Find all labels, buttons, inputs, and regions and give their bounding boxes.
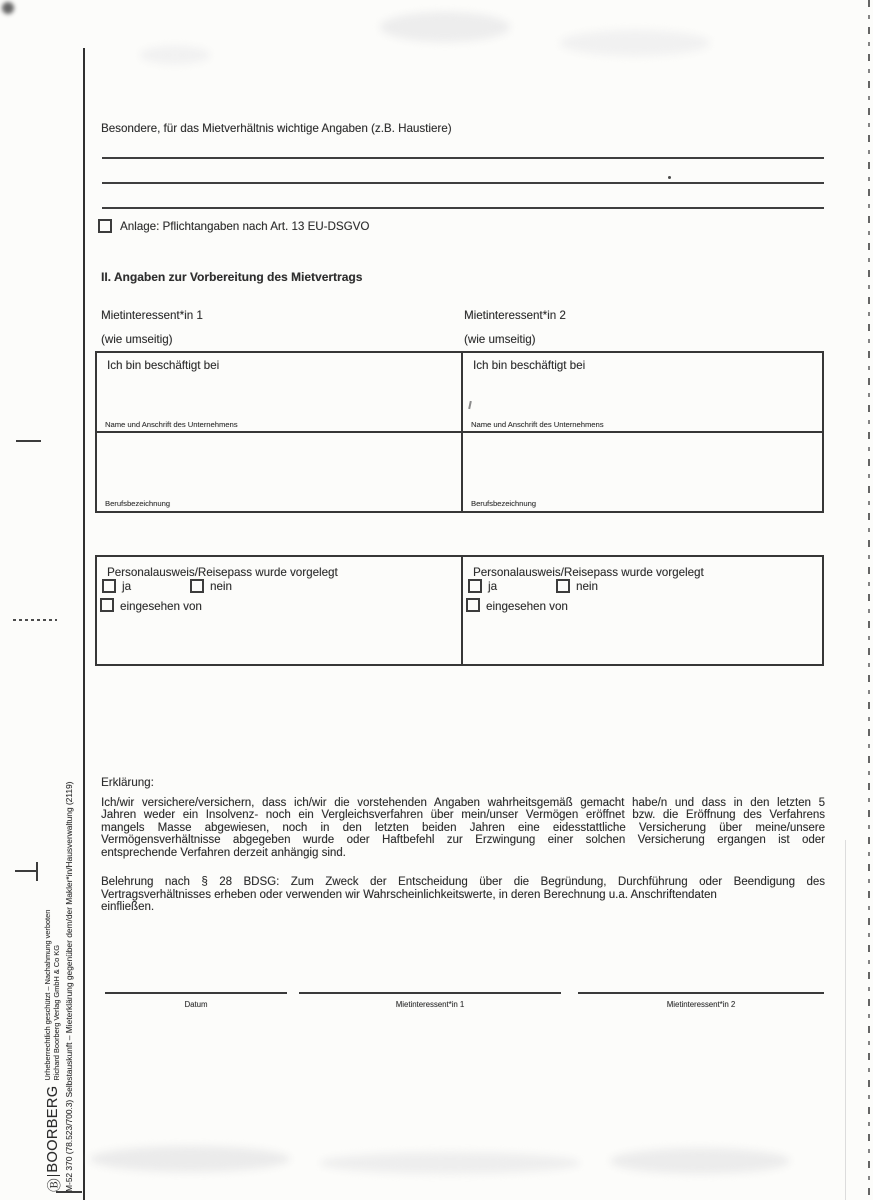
id-no-checkbox-2[interactable]	[556, 579, 570, 593]
employed-at-label-1: Ich bin beschäftigt bei	[107, 359, 220, 372]
fold-mark	[16, 440, 41, 442]
scan-noise-blob	[610, 1148, 790, 1174]
boorberg-logo-name: BOORBERG	[45, 1085, 61, 1173]
section2-title: II. Angaben zur Vorbereitung des Mietvertrags	[101, 270, 363, 284]
id-inspected-checkbox-1[interactable]	[100, 598, 114, 612]
scan-corner-mark	[2, 2, 14, 14]
scan-dot	[668, 176, 671, 179]
employment-table	[95, 351, 824, 513]
boorberg-logo-icon: Ⓑ	[47, 1178, 62, 1192]
declaration-line: Ich/wir versichere/versichern, dass ich/wir die vorstehenden Angaben wahrheitsgemäß gemacht habe/n und dass in den letzten 5	[101, 797, 825, 809]
notice-line: Vertragsverhältnisses erheben oder verwenden wir Wahrscheinlichkeitswerte, in deren Berechnung u.a. Anschriftendaten	[101, 888, 717, 901]
applicant1-overleaf-note: (wie umseitig)	[101, 333, 173, 346]
fold-mark-tick	[36, 862, 38, 881]
id-no-label-1: nein	[210, 580, 232, 593]
applicant2-overleaf-note: (wie umseitig)	[464, 333, 536, 346]
id-no-checkbox-1[interactable]	[190, 579, 204, 593]
notes-write-line-2[interactable]	[102, 182, 824, 184]
profession-input-area-1[interactable]	[99, 435, 457, 495]
scan-faint-line	[845, 840, 846, 1200]
applicant2-signature-label: Mietinteressent*in 2	[666, 1000, 736, 1009]
id-inspected-by-input-1[interactable]	[207, 598, 447, 616]
notes-write-line-1[interactable]	[102, 157, 824, 159]
declaration-line: Vermögensverhältnisse abgegeben wurde oder Haftbefehl zur Erzwingung einer solchen Versicherung ergangen ist oder	[101, 834, 825, 847]
id-check-table	[95, 555, 824, 666]
fold-mark-dashed	[13, 619, 57, 621]
id-inspected-label-2: eingesehen von	[486, 600, 568, 613]
scan-noise-blob	[560, 30, 710, 56]
scan-noise-blob	[140, 46, 210, 64]
profession-input-area-2[interactable]	[465, 435, 819, 495]
applicant2-signature-line[interactable]	[578, 992, 824, 994]
attachment-label: Anlage: Pflichtangaben nach Art. 13 EU-DSGVO	[120, 220, 370, 233]
id-yes-label-2: ja	[488, 580, 498, 593]
publisher-copyright-line: Urheberrechtlich geschützt – Nachahmung verboten	[43, 909, 53, 1081]
declaration-line: Jahren weder ein Insolvenz- noch ein Vergleichsverfahren über mein/unser Vermögen eröffnet bzw. die Eröffnung des Verfahrens	[101, 809, 825, 822]
logo-divider	[47, 1175, 60, 1177]
form-id-line: M-52 370 (78.523/700.3) Selbstauskunft – Mieterklärung gegenüber dem/der Makler*in/Hausverwaltung (2119)	[64, 781, 74, 1192]
scan-right-edge-marks	[868, 0, 870, 1200]
id-yes-checkbox-1[interactable]	[102, 579, 116, 593]
date-signature-line[interactable]	[105, 992, 287, 994]
applicant1-signature-label: Mietinteressent*in 1	[395, 1000, 465, 1009]
applicant1-header: Mietinteressent*in 1	[101, 309, 203, 322]
id-yes-checkbox-2[interactable]	[468, 579, 482, 593]
id-inspected-by-input-2[interactable]	[573, 598, 813, 616]
fold-mark	[15, 870, 37, 872]
id-presented-title-2: Personalausweis/Reisepass wurde vorgelegt	[473, 566, 704, 579]
notice-line: einfließen.	[101, 901, 155, 914]
id-yes-label-1: ja	[122, 580, 132, 593]
employed-at-label-2: Ich bin beschäftigt bei	[473, 359, 586, 372]
id-check-table-divider	[461, 557, 463, 664]
special-notes-label: Besondere, für das Mietverhältnis wichtige Angaben (z.B. Haustiere)	[101, 122, 452, 135]
declaration-line: mangels Masse abgewiesen, noch in den letzten beiden Jahren eine eidesstattliche Versicherung über meine/unsere	[101, 821, 825, 834]
id-inspected-checkbox-2[interactable]	[466, 598, 480, 612]
scan-noise-blob	[380, 12, 510, 42]
date-signature-label: Datum	[184, 1000, 208, 1009]
scan-noise-blob	[90, 1146, 290, 1172]
company-input-area-1[interactable]	[99, 375, 457, 419]
publisher-logo-row	[44, 687, 62, 1192]
id-no-label-2: nein	[576, 580, 598, 593]
declaration-heading: Erklärung:	[101, 776, 154, 789]
applicant1-signature-line[interactable]	[299, 992, 561, 994]
boorberg-logo	[43, 1086, 63, 1192]
profession-caption-2: Berufsbezeichnung	[471, 499, 537, 508]
company-input-area-2[interactable]	[465, 375, 819, 419]
company-caption-2: Name und Anschrift des Unternehmens	[471, 420, 604, 429]
publisher-copyright-block	[44, 910, 61, 1081]
id-presented-title-1: Personalausweis/Reisepass wurde vorgelegt	[107, 566, 338, 579]
attachment-checkbox[interactable]	[98, 219, 112, 233]
notes-write-line-3[interactable]	[102, 207, 824, 209]
scan-noise-blob	[320, 1152, 580, 1174]
company-caption-1: Name und Anschrift des Unternehmens	[105, 420, 238, 429]
notice-paragraph	[101, 876, 825, 914]
notice-line: Belehrung nach § 28 BDSG: Zum Zweck der Entscheidung über die Begründung, Durchführung oder Beendigung des	[101, 876, 825, 888]
id-inspected-label-1: eingesehen von	[120, 600, 202, 613]
employment-table-row-divider	[97, 431, 822, 433]
publisher-company-line: Richard Boorberg Verlag GmbH & Co KG	[52, 945, 61, 1081]
profession-caption-1: Berufsbezeichnung	[105, 499, 171, 508]
declaration-paragraph	[101, 797, 825, 859]
page-fold-edge-line	[83, 48, 85, 1200]
publisher-imprint	[44, 687, 82, 1192]
applicant2-header: Mietinteressent*in 2	[464, 309, 566, 322]
declaration-line: entsprechende Verfahren derzeit anhängig sind.	[101, 846, 346, 859]
